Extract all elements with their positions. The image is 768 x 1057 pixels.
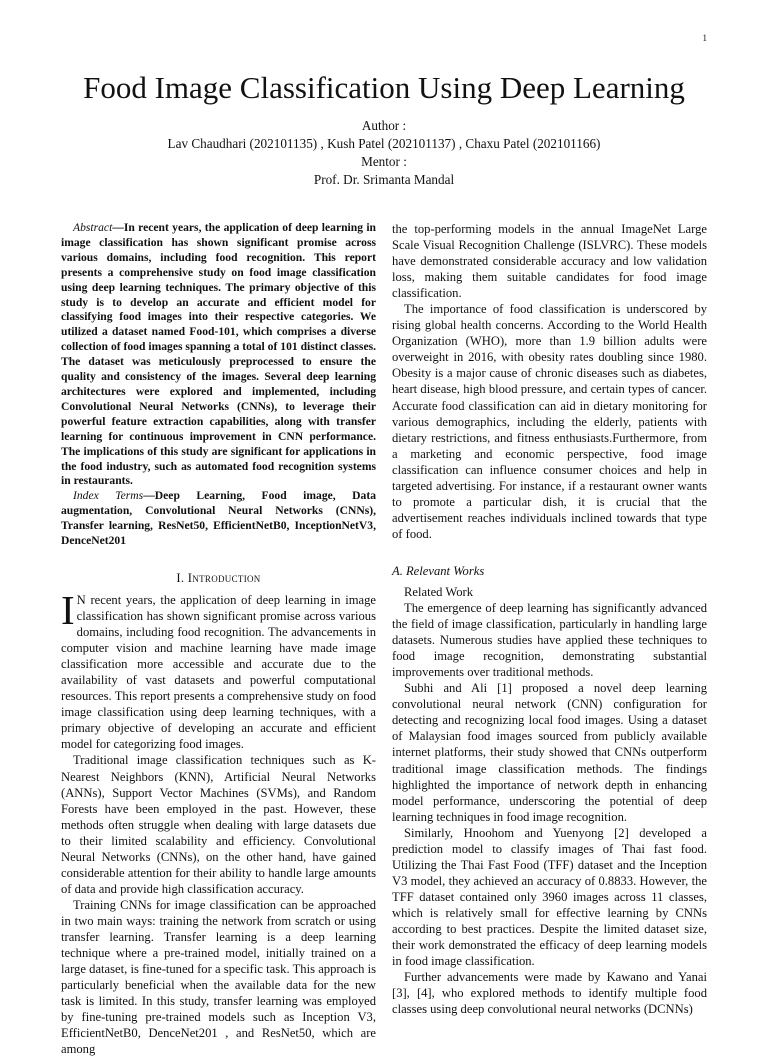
intro-paragraph-2: Traditional image classification techniques such as K-Nearest Neighbors (KNN), Artificial Neural Networks (ANNs), Support Vector Machines (SVMs), and Random Forests have been employed in the past. However, these methods often struggle when dealing with large datasets due to their limited scalability and efficiency. Convolutional Neural Networks (CNNs), on the other hand, have gained considerable attention for their ability to handle large amounts of data and provide high classification accuracy. (61, 753, 376, 896)
right-column (392, 221, 707, 1017)
relevant-works-paragraph-2: Subhi and Ali [1] proposed a novel deep learning convolutional neural network (CNN) configuration for detecting and recognizing local food images. Using a dataset of Malaysian food images sourced from publicly available internet platforms, their study showed that CNNs outperform traditional image classification methods. The findings highlighted the importance of network depth in enhancing model performance, underscoring the potential of deep learning techniques in food image recognition. (392, 681, 707, 824)
subsection-heading-relevant-works: A. Relevant Works (392, 563, 485, 578)
abstract-text: —In recent years, the application of deep learning in image classification has shown significant promise across various domains, including food recognition. This report presents a comprehensive study on food image classification using deep learning techniques. The primary objective of this study is to develop an accurate and efficient model for classifying food images into their respective categories. We utilized a dataset named Food-101, which comprises a diverse collection of food images spanning a total of 101 distinct classes. The dataset was meticulously preprocessed to ensure the quality and consistency of the images. Several deep learning architectures were explored and implemented, including Convolutional Neural Networks (CNNs), to leverage their powerful feature extraction capabilities, along with transfer learning for continuous improvement in CNN performance. The implications of this study are significant for applications in the food industry, such as automated food recognition systems in restaurants. (61, 221, 376, 488)
intro-paragraph-5: The importance of food classification is underscored by rising global health concerns. According to the World Health Organization (WHO), more than 1.9 billion adults were overweight in 2016, with obesity rates doubling since 1980. Obesity is a major cause of chronic diseases such as diabetes, heart disease, high blood pressure, and certain types of cancer. Accurate food classification can aid in dietary monitoring for various demographics, including the elderly, patients with dietary restrictions, and fitness enthusiasts.Furthermore, from a marketing and economic perspective, food image classification can influence consumer choices and help in targeted advertising. For instance, if a restaurant owner wants to promote a particular dish, it is crucial that the advertisement reaches individuals inclined towards that type of food. (392, 302, 707, 541)
relevant-works-paragraph-1: The emergence of deep learning has significantly advanced the field of image classification, particularly in handling large datasets. Numerous studies have applied these techniques to food image recognition, demonstrating substantial improvements over traditional methods. (392, 601, 707, 680)
mentor-name: Prof. Dr. Srimanta Mandal (313, 172, 455, 187)
author-label: Author : (361, 118, 407, 133)
drop-cap: I (61, 586, 75, 633)
relevant-works-paragraph-4: Further advancements were made by Kawano and Yanai [3], [4], who explored methods to identify multiple food classes using deep convolutional neural networks (DCNNs) (392, 970, 707, 1017)
intro-paragraph-4: the top-performing models in the annual ImageNet Large Scale Visual Recognition Challenge (ISLVRC). These models have demonstrated considerable accuracy and low validation loss, making them suitable candidates for food image classification. (392, 222, 707, 301)
paper-title: Food Image Classification Using Deep Learning (83, 70, 685, 105)
author-names: Lav Chaudhari (202101135) , Kush Patel (202101137) , Chaxu Patel (202101166) (167, 136, 601, 151)
intro-paragraph-1-text: N recent years, the application of deep learning in image classification has shown significant promise across various domains, including food recognition. The advancements in computer vision and machine learning have made image classification more accessible and accurate due to the availability of vast datasets and powerful computational resources. This report presents a comprehensive study on food image classification using deep learning techniques, with a primary objective of developing an accurate and efficient model for categorizing food images. (61, 592, 376, 752)
intro-paragraph-3: Training CNNs for image classification can be approached in two main ways: training the network from scratch or using transfer learning. Transfer learning is a deep learning technique where a pre-trained model, initially trained on a large dataset, is fine-tuned for a specific task. This approach is particularly beneficial when the available data for the new task is limited. In this study, transfer learning was employed by fine-tuning pre-trained models such as Inception V3, EfficientNetB0, DenceNet201 , and ResNet50, which are among (61, 897, 376, 1057)
left-column (61, 221, 376, 1057)
page-number: 1 (702, 33, 707, 43)
relevant-works-paragraph-3: Similarly, Hnoohom and Yuenyong [2] developed a prediction model to classify images of Thai fast food. Utilizing the Thai Fast Food (TFF) dataset and the Inception V3 model, they achieved an accuracy of 0.8833. However, the TFF dataset contained only 3960 images across 11 classes, which is relatively small for effective learning by CNNs according to best practices. Despite the limited dataset size, their work demonstrated the efficacy of deep learning models in food image classification. (392, 825, 707, 969)
section-heading-introduction: I. Introduction (176, 570, 261, 585)
abstract (61, 221, 376, 489)
abstract-label: Abstract (73, 221, 113, 234)
related-work-subheading: Related Work (404, 584, 474, 599)
index-terms (61, 489, 376, 549)
mentor-label: Mentor : (361, 154, 407, 169)
index-terms-label: Index Terms (73, 489, 144, 503)
intro-paragraph-1 (61, 586, 376, 752)
index-terms-text: —Deep Learning, Food image, Data augmentation, Convolutional Neural Networks (CNNs), Transfer learning, ResNet50, EfficientNetB0, InceptionNetV3, DenceNet201 (61, 489, 377, 548)
author-block (0, 117, 768, 189)
